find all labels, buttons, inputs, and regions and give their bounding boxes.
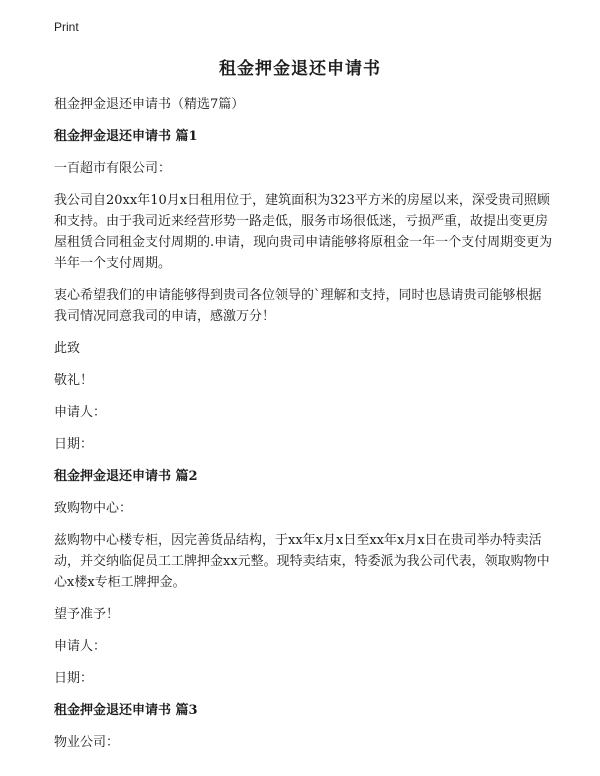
addressee: 致购物中心： [54, 501, 133, 516]
body-paragraph: 我公司自20xx年10月x日租用位于，建筑面积为323平方米的房屋以来，深受贵司照顾和支持。由于我司近来经营形势一路走低，服务市场很低迷，亏损严重，故提出变更房屋租赁合同租金支付周期的.申请，现向贵司申请能够将原租金一年一个支付周期变更为半年一个支付周期。 [54, 193, 553, 271]
print-link[interactable]: Print [54, 20, 79, 34]
closing-line: 此致 [54, 341, 81, 356]
section-heading: 租金押金退还申请书 篇2 [54, 469, 198, 484]
document-body [54, 94, 554, 764]
body-paragraph: 兹购物中心楼专柜，因完善货品结构，于xx年x月x日至xx年x月x日在贵司举办特卖活动，并交纳临促员工工牌押金xx元整。现特卖结束，特委派为我公司代表，领取购物中心x楼x专柜工牌押金。 [54, 533, 550, 590]
applicant-field: 申请人： [54, 405, 107, 420]
addressee: 一百超市有限公司： [54, 161, 172, 176]
section-heading: 租金押金退还申请书 篇1 [54, 129, 198, 144]
closing-line: 敬礼！ [54, 373, 94, 388]
applicant-field: 申请人： [54, 639, 107, 654]
date-field: 日期： [54, 671, 94, 686]
document-title: 租金押金退还申请书 [219, 59, 381, 79]
section-heading: 租金押金退还申请书 篇3 [54, 703, 198, 718]
body-paragraph: 衷心希望我们的申请能够得到贵司各位领导的`理解和支持，同时也恳请贵司能够根据我司情况同意我司的申请，感激万分！ [54, 288, 542, 324]
closing-line: 望予准予！ [54, 607, 120, 622]
addressee: 物业公司： [54, 735, 120, 750]
date-field: 日期： [54, 437, 94, 452]
document-subtitle: 租金押金退还申请书（精选7篇） [54, 97, 245, 112]
